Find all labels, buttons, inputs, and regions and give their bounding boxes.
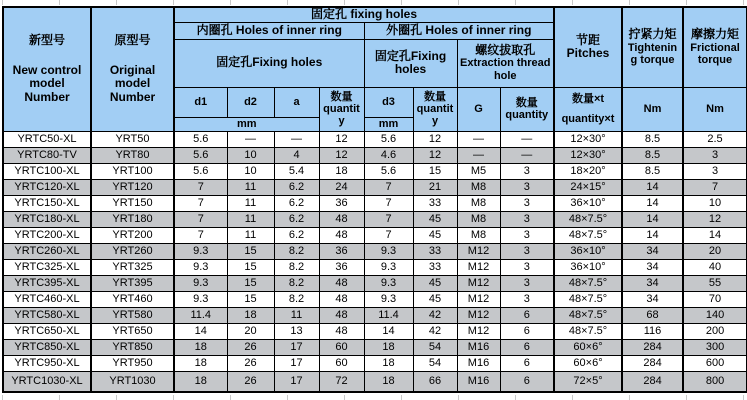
value-cell: 5.6 xyxy=(174,163,227,179)
value-cell: 5.6 xyxy=(174,131,227,147)
gridline-stubs-top xyxy=(2,0,746,5)
value-cell: 36 xyxy=(319,195,364,211)
table-row xyxy=(3,259,747,275)
value-cell: 6 xyxy=(500,307,554,323)
value-cell: 3 xyxy=(500,179,554,195)
header-tightening-en: Tightening torque xyxy=(627,41,678,66)
value-cell: 284 xyxy=(622,371,683,392)
value-cell: 7 xyxy=(174,195,227,211)
header-qty-extraction-en: quantity xyxy=(505,109,549,121)
new-model-cell: YRTC1030-XL xyxy=(3,371,91,392)
new-model-cell: YRTC80-TV xyxy=(3,147,91,163)
value-cell: M8 xyxy=(457,227,500,243)
value-cell: 26 xyxy=(227,339,274,355)
header-new-model-en: New control model Number xyxy=(12,62,82,104)
value-cell: 284 xyxy=(622,355,683,371)
header-tightening-torque xyxy=(622,7,683,87)
value-cell: 20 xyxy=(227,323,274,339)
value-cell: 48×7.5° xyxy=(554,211,622,227)
original-model-cell: YRT50 xyxy=(91,131,174,147)
value-cell: 33 xyxy=(413,195,457,211)
table-body xyxy=(3,131,747,392)
original-model-cell: YRT80 xyxy=(91,147,174,163)
value-cell: 20 xyxy=(683,243,747,259)
header-extraction-thread-hole xyxy=(457,39,554,87)
value-cell: 9.3 xyxy=(174,291,227,307)
header-qty-extraction-zh: 数量 xyxy=(515,96,538,109)
value-cell: 4 xyxy=(274,147,319,163)
value-cell: 15 xyxy=(227,291,274,307)
value-cell: 12 xyxy=(413,131,457,147)
value-cell: 24×15° xyxy=(554,179,622,195)
value-cell: 8.2 xyxy=(274,259,319,275)
value-cell: 7 xyxy=(364,179,413,195)
original-model-cell: YRT150 xyxy=(91,195,174,211)
header-frictional-en: Frictional torque xyxy=(690,41,740,66)
table-row xyxy=(3,179,747,195)
value-cell: 200 xyxy=(683,323,747,339)
header-new-model xyxy=(3,7,91,131)
value-cell: 8.5 xyxy=(622,147,683,163)
original-model-cell: YRT1030 xyxy=(91,371,174,392)
value-cell: M12 xyxy=(457,291,500,307)
value-cell: M5 xyxy=(457,163,500,179)
table-row xyxy=(3,307,747,323)
value-cell: 3 xyxy=(500,227,554,243)
value-cell: 3 xyxy=(500,211,554,227)
header-mm-inner: mm xyxy=(174,117,319,131)
value-cell: 11.4 xyxy=(174,307,227,323)
value-cell: 34 xyxy=(622,243,683,259)
header-pitch-qty xyxy=(554,87,622,131)
value-cell: 3 xyxy=(683,147,747,163)
value-cell: 18 xyxy=(227,307,274,323)
value-cell: 6.2 xyxy=(274,179,319,195)
table-row xyxy=(3,227,747,243)
value-cell: — xyxy=(457,131,500,147)
value-cell: 8.2 xyxy=(274,275,319,291)
value-cell: 14 xyxy=(622,195,683,211)
value-cell: M16 xyxy=(457,339,500,355)
value-cell: — xyxy=(227,131,274,147)
value-cell: 48×7.5° xyxy=(554,323,622,339)
value-cell: 7 xyxy=(364,211,413,227)
table-row xyxy=(3,243,747,259)
value-cell: 11.4 xyxy=(364,307,413,323)
value-cell: 3 xyxy=(500,195,554,211)
value-cell: 60×6° xyxy=(554,339,622,355)
original-model-cell: YRT580 xyxy=(91,307,174,323)
value-cell: 14 xyxy=(622,179,683,195)
table-row xyxy=(3,163,747,179)
table-row xyxy=(3,131,747,147)
header-original-model-en: Original model Number xyxy=(109,62,156,104)
value-cell: 5.6 xyxy=(174,147,227,163)
value-cell: — xyxy=(274,131,319,147)
header-fixing-holes-group: 固定孔 fixing holes xyxy=(174,7,554,22)
header-pitches-en: Pitches xyxy=(566,46,610,61)
new-model-cell: YRTC260-XL xyxy=(3,243,91,259)
header-inner-fixing-holes: 固定孔Fixing holes xyxy=(174,39,364,87)
header-a: a xyxy=(274,87,319,117)
value-cell: 6 xyxy=(500,339,554,355)
value-cell: 54 xyxy=(413,355,457,371)
header-qty-extraction xyxy=(500,87,554,131)
value-cell: 66 xyxy=(413,371,457,392)
value-cell: 17 xyxy=(274,371,319,392)
value-cell: M8 xyxy=(457,179,500,195)
value-cell: 60 xyxy=(319,339,364,355)
header-qty-inner-en: quantity xyxy=(323,102,360,128)
value-cell: 9.3 xyxy=(364,291,413,307)
header-new-model-zh: 新型号 xyxy=(28,33,65,48)
value-cell: 48 xyxy=(319,211,364,227)
header-mm-d3: mm xyxy=(364,117,413,131)
value-cell: 6.2 xyxy=(274,211,319,227)
value-cell: 17 xyxy=(274,339,319,355)
original-model-cell: YRT460 xyxy=(91,291,174,307)
value-cell: 11 xyxy=(227,179,274,195)
header-frictional-torque xyxy=(683,7,747,87)
value-cell: 24 xyxy=(319,179,364,195)
value-cell: M12 xyxy=(457,259,500,275)
value-cell: — xyxy=(457,147,500,163)
value-cell: 3 xyxy=(500,275,554,291)
value-cell: 15 xyxy=(227,259,274,275)
value-cell: 9.3 xyxy=(364,259,413,275)
value-cell: 12×30° xyxy=(554,131,622,147)
value-cell: 33 xyxy=(413,259,457,275)
value-cell: 11 xyxy=(227,227,274,243)
value-cell: 9.3 xyxy=(364,243,413,259)
header-tightening-zh: 拧紧力矩 xyxy=(628,27,677,42)
value-cell: 45 xyxy=(413,227,457,243)
new-model-cell: YRTC950-XL xyxy=(3,355,91,371)
value-cell: 7 xyxy=(364,227,413,243)
value-cell: M12 xyxy=(457,307,500,323)
value-cell: 11 xyxy=(227,211,274,227)
value-cell: 284 xyxy=(622,339,683,355)
value-cell: M16 xyxy=(457,355,500,371)
value-cell: M12 xyxy=(457,275,500,291)
value-cell: 9.3 xyxy=(364,275,413,291)
header-extraction-zh: 螺纹拔取孔 xyxy=(475,42,536,57)
value-cell: 9.3 xyxy=(174,259,227,275)
header-original-model-zh: 原型号 xyxy=(114,33,151,48)
original-model-cell: YRT850 xyxy=(91,339,174,355)
value-cell: 6.2 xyxy=(274,227,319,243)
gridline-stubs-bottom xyxy=(2,395,746,400)
header-qty-inner-zh: 数量 xyxy=(330,90,353,103)
header-nm-frictional: Nm xyxy=(683,87,747,131)
value-cell: 18 xyxy=(364,339,413,355)
new-model-cell: YRTC150-XL xyxy=(3,195,91,211)
value-cell: 8.2 xyxy=(274,291,319,307)
value-cell: 48×7.5° xyxy=(554,275,622,291)
table-row xyxy=(3,291,747,307)
table-row xyxy=(3,275,747,291)
value-cell: 12 xyxy=(413,147,457,163)
new-model-cell: YRTC650-XL xyxy=(3,323,91,339)
header-pitch-qty-en: quantity×t xyxy=(561,113,615,125)
value-cell: 3 xyxy=(500,291,554,307)
original-model-cell: YRT325 xyxy=(91,259,174,275)
value-cell: 18 xyxy=(364,371,413,392)
table-row xyxy=(3,147,747,163)
value-cell: M8 xyxy=(457,211,500,227)
spec-table xyxy=(2,6,747,393)
value-cell: M16 xyxy=(457,371,500,392)
header-qty-outer-zh: 数量 xyxy=(424,90,446,103)
header-d2: d2 xyxy=(227,87,274,117)
value-cell: 21 xyxy=(413,179,457,195)
value-cell: 26 xyxy=(227,371,274,392)
table-row xyxy=(3,339,747,355)
table-row xyxy=(3,323,747,339)
new-model-cell: YRTC200-XL xyxy=(3,227,91,243)
value-cell: 36 xyxy=(319,259,364,275)
value-cell: 18 xyxy=(364,355,413,371)
value-cell: 18 xyxy=(174,355,227,371)
value-cell: 7 xyxy=(683,179,747,195)
value-cell: 14 xyxy=(622,211,683,227)
header-outer-ring-group: 外圈孔 Holes of inner ring xyxy=(364,22,554,39)
value-cell: 7 xyxy=(174,179,227,195)
table-row xyxy=(3,355,747,371)
value-cell: 15 xyxy=(413,163,457,179)
original-model-cell: YRT200 xyxy=(91,227,174,243)
value-cell: 116 xyxy=(622,323,683,339)
value-cell: 7 xyxy=(174,211,227,227)
value-cell: 7 xyxy=(174,227,227,243)
value-cell: 14 xyxy=(364,323,413,339)
value-cell: 15 xyxy=(227,243,274,259)
value-cell: 18 xyxy=(174,339,227,355)
value-cell: 48 xyxy=(319,291,364,307)
value-cell: 800 xyxy=(683,371,747,392)
value-cell: 13 xyxy=(274,323,319,339)
value-cell: 10 xyxy=(227,147,274,163)
value-cell: 6.2 xyxy=(274,195,319,211)
value-cell: 3 xyxy=(683,163,747,179)
value-cell: 45 xyxy=(413,275,457,291)
header-qty-outer xyxy=(413,87,457,131)
value-cell: 14 xyxy=(683,227,747,243)
value-cell: 70 xyxy=(683,291,747,307)
header-pitches-zh: 节距 xyxy=(576,32,601,47)
table-row xyxy=(3,211,747,227)
value-cell: M12 xyxy=(457,243,500,259)
value-cell: 10 xyxy=(683,195,747,211)
original-model-cell: YRT180 xyxy=(91,211,174,227)
value-cell: 48 xyxy=(319,307,364,323)
value-cell: 48×7.5° xyxy=(554,227,622,243)
value-cell: 68 xyxy=(622,307,683,323)
value-cell: 12 xyxy=(683,211,747,227)
header-pitches xyxy=(554,7,622,87)
original-model-cell: YRT100 xyxy=(91,163,174,179)
value-cell: 42 xyxy=(413,307,457,323)
header-qty-outer-en: quantity xyxy=(416,102,454,128)
value-cell: 34 xyxy=(622,291,683,307)
value-cell: 48×7.5° xyxy=(554,307,622,323)
new-model-cell: YRTC50-XL xyxy=(3,131,91,147)
value-cell: 5.6 xyxy=(364,163,413,179)
header-d3: d3 xyxy=(364,87,413,117)
original-model-cell: YRT950 xyxy=(91,355,174,371)
value-cell: 36×10° xyxy=(554,243,622,259)
new-model-cell: YRTC460-XL xyxy=(3,291,91,307)
value-cell: 6 xyxy=(500,355,554,371)
value-cell: 140 xyxy=(683,307,747,323)
value-cell: 45 xyxy=(413,211,457,227)
value-cell: 36×10° xyxy=(554,195,622,211)
value-cell: 11 xyxy=(227,195,274,211)
value-cell: 55 xyxy=(683,275,747,291)
value-cell: 3 xyxy=(500,163,554,179)
value-cell: 8.2 xyxy=(274,243,319,259)
header-original-model xyxy=(91,7,174,131)
value-cell: 60 xyxy=(319,355,364,371)
value-cell: 33 xyxy=(413,243,457,259)
value-cell: 2.5 xyxy=(683,131,747,147)
new-model-cell: YRTC120-XL xyxy=(3,179,91,195)
value-cell: 3 xyxy=(500,243,554,259)
value-cell: 40 xyxy=(683,259,747,275)
value-cell: 5.4 xyxy=(274,163,319,179)
value-cell: 34 xyxy=(622,275,683,291)
value-cell: 7 xyxy=(364,195,413,211)
value-cell: 48 xyxy=(319,227,364,243)
table-header xyxy=(3,7,747,131)
header-pitch-qty-zh: 数量×t xyxy=(571,92,605,105)
new-model-cell: YRTC580-XL xyxy=(3,307,91,323)
value-cell: 6 xyxy=(500,323,554,339)
new-model-cell: YRTC850-XL xyxy=(3,339,91,355)
header-frictional-zh: 摩擦力矩 xyxy=(691,27,740,42)
value-cell: 18×20° xyxy=(554,163,622,179)
value-cell: 42 xyxy=(413,323,457,339)
value-cell: 9.3 xyxy=(174,275,227,291)
value-cell: 60×6° xyxy=(554,355,622,371)
value-cell: 5.6 xyxy=(364,131,413,147)
new-model-cell: YRTC180-XL xyxy=(3,211,91,227)
value-cell: 8.5 xyxy=(622,163,683,179)
value-cell: — xyxy=(500,147,554,163)
original-model-cell: YRT260 xyxy=(91,243,174,259)
value-cell: 12×30° xyxy=(554,147,622,163)
value-cell: 17 xyxy=(274,355,319,371)
value-cell: 34 xyxy=(622,259,683,275)
value-cell: 15 xyxy=(227,275,274,291)
value-cell: 12 xyxy=(319,147,364,163)
new-model-cell: YRTC395-XL xyxy=(3,275,91,291)
value-cell: 72 xyxy=(319,371,364,392)
value-cell: 6 xyxy=(500,371,554,392)
value-cell: 48 xyxy=(319,323,364,339)
value-cell: 14 xyxy=(174,323,227,339)
value-cell: 26 xyxy=(227,355,274,371)
header-d1: d1 xyxy=(174,87,227,117)
header-nm-tightening: Nm xyxy=(622,87,683,131)
value-cell: 54 xyxy=(413,339,457,355)
value-cell: 48×7.5° xyxy=(554,291,622,307)
value-cell: 48 xyxy=(319,275,364,291)
original-model-cell: YRT650 xyxy=(91,323,174,339)
value-cell: 12 xyxy=(319,131,364,147)
header-qty-inner xyxy=(319,87,364,131)
value-cell: — xyxy=(500,131,554,147)
value-cell: 4.6 xyxy=(364,147,413,163)
value-cell: 45 xyxy=(413,291,457,307)
value-cell: 18 xyxy=(319,163,364,179)
header-g: G xyxy=(457,87,500,131)
value-cell: 9.3 xyxy=(174,243,227,259)
original-model-cell: YRT120 xyxy=(91,179,174,195)
value-cell: 300 xyxy=(683,339,747,355)
value-cell: 11 xyxy=(274,307,319,323)
table-row xyxy=(3,195,747,211)
new-model-cell: YRTC325-XL xyxy=(3,259,91,275)
value-cell: 36×10° xyxy=(554,259,622,275)
original-model-cell: YRT395 xyxy=(91,275,174,291)
value-cell: 18 xyxy=(174,371,227,392)
value-cell: 10 xyxy=(227,163,274,179)
value-cell: M12 xyxy=(457,323,500,339)
header-extraction-en: Extraction thread hole xyxy=(460,57,551,82)
table-row xyxy=(3,371,747,392)
header-outer-fixing-holes: 固定孔Fixing holes xyxy=(364,39,457,87)
value-cell: 14 xyxy=(622,227,683,243)
header-inner-ring-group: 内圈孔 Holes of inner ring xyxy=(174,22,364,39)
value-cell: 600 xyxy=(683,355,747,371)
value-cell: 8.5 xyxy=(622,131,683,147)
new-model-cell: YRTC100-XL xyxy=(3,163,91,179)
value-cell: 36 xyxy=(319,243,364,259)
value-cell: 3 xyxy=(500,259,554,275)
value-cell: 72×5° xyxy=(554,371,622,392)
value-cell: M8 xyxy=(457,195,500,211)
